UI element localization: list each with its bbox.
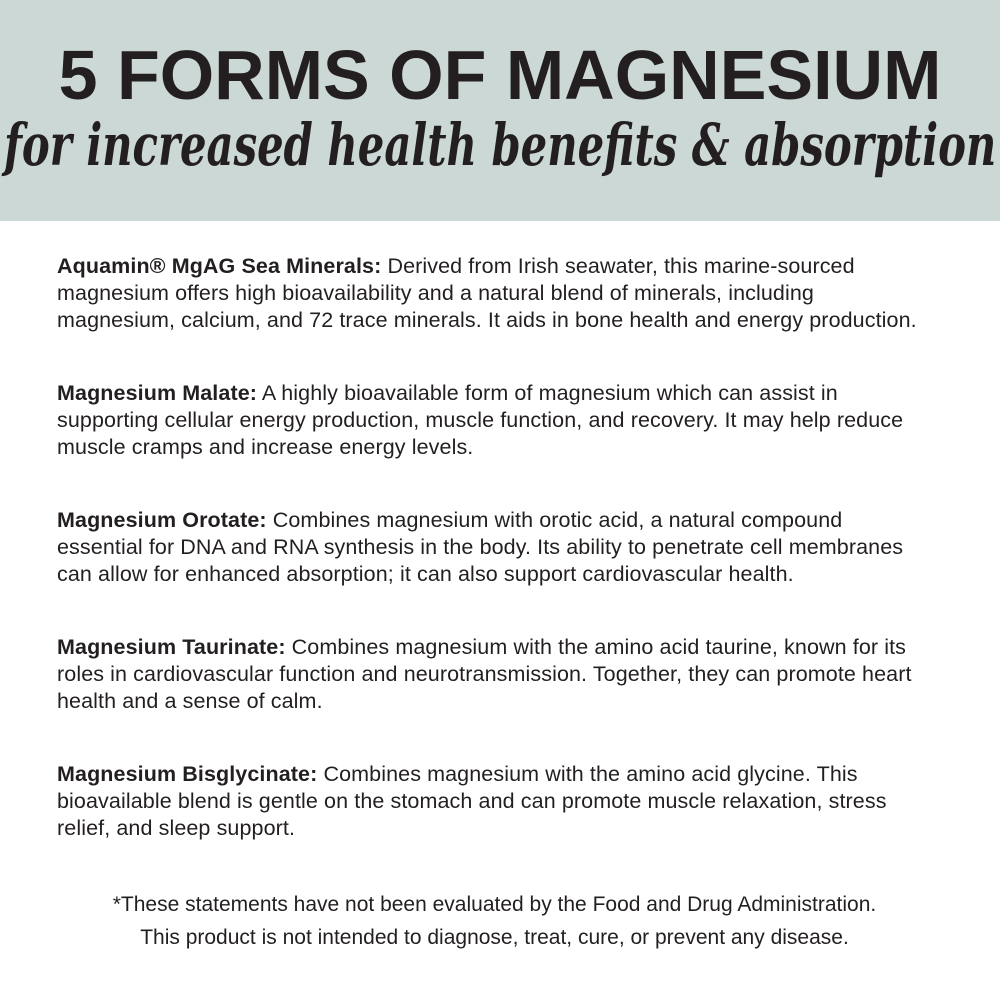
disclaimer-line-2: This product is not intended to diagnose, treat, cure, or prevent any disease. <box>140 926 849 949</box>
sections-list <box>0 221 1000 1000</box>
section-body: Combines magnesium with the amino acid glycine. This bioavailable blend is gentle on the stomach and can promote muscle relaxation, stress relief, and sleep support. <box>57 762 887 840</box>
section-heading: Magnesium Malate: <box>57 381 258 405</box>
section-magnesium-taurinate <box>57 634 929 715</box>
section-heading: Magnesium Orotate: <box>57 508 267 532</box>
section-body: Combines magnesium with the amino acid taurine, known for its roles in cardiovascular function and neurotransmission. Together, they can promote heart health and a sense of calm. <box>57 635 912 713</box>
fda-disclaimer <box>57 888 932 954</box>
section-magnesium-bisglycinate <box>57 761 929 842</box>
subtitle-container <box>0 111 1000 179</box>
section-body: Derived from Irish seawater, this marine-sourced magnesium offers high bioavailability and a natural blend of minerals, including magnesium, calcium, and 72 trace minerals. It aids in bone health and energy production. <box>57 254 917 332</box>
section-body: A highly bioavailable form of magnesium which can assist in supporting cellular energy production, muscle function, and recovery. It may help reduce muscle cramps and increase energy levels. <box>57 381 904 459</box>
header-banner <box>0 0 1000 221</box>
section-body: Combines magnesium with orotic acid, a natural compound essential for DNA and RNA synthesis in the body. Its ability to penetrate cell membranes can allow for enhanced absorption; it can also support cardiovascular health. <box>57 508 904 586</box>
section-aquamin-sea-minerals <box>57 253 929 334</box>
section-heading: Aquamin® MgAG Sea Minerals: <box>57 254 382 278</box>
section-magnesium-orotate <box>57 507 929 588</box>
page-title: 5 FORMS OF MAGNESIUM <box>58 36 942 114</box>
section-heading: Magnesium Taurinate: <box>57 635 286 659</box>
section-heading: Magnesium Bisglycinate: <box>57 762 318 786</box>
section-magnesium-malate <box>57 380 929 461</box>
page-subtitle: for increased health benefits & absorption <box>3 111 997 179</box>
disclaimer-line-1: *These statements have not been evaluated by the Food and Drug Administration. <box>112 893 877 916</box>
